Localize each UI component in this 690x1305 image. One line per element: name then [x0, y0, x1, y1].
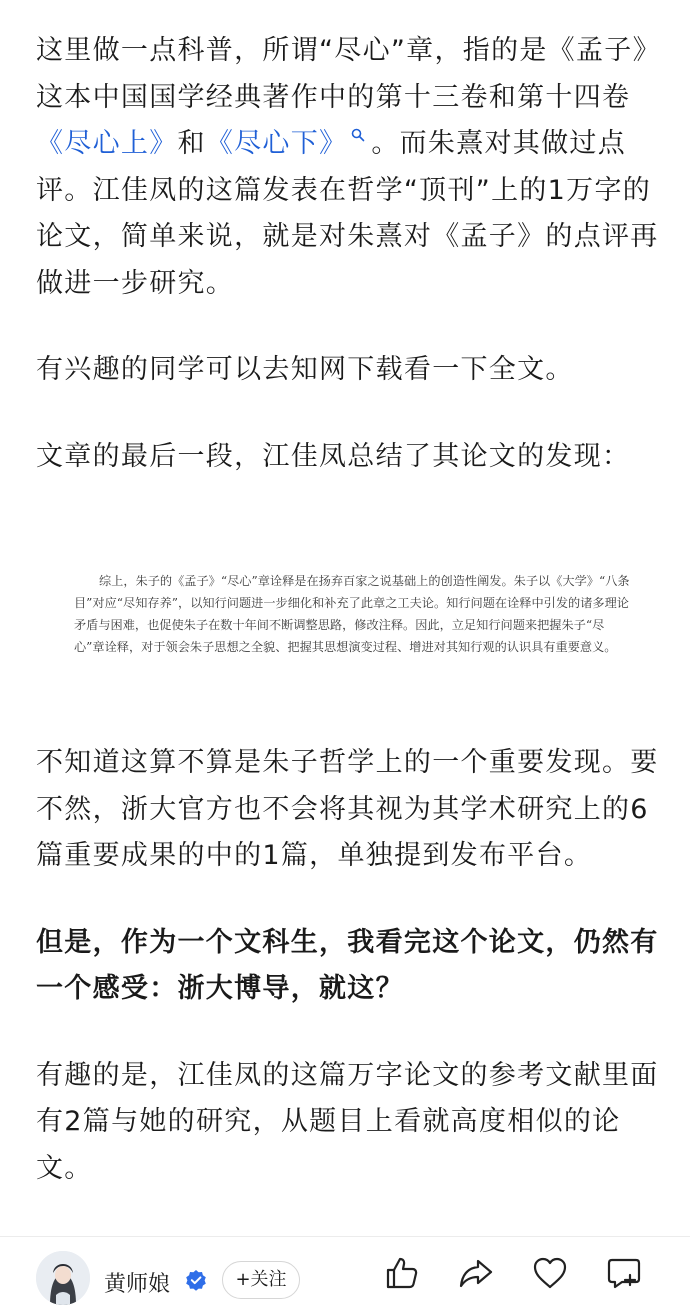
- paragraph-6: 有趣的是，江佳凤的这篇万字论文的参考文献里面有2篇与她的研究，从题目上看就高度相似的论文。: [36, 1059, 659, 1184]
- share-icon[interactable]: [458, 1255, 494, 1291]
- article-body-lower: [36, 740, 660, 1192]
- avatar-illustration: [36, 1251, 90, 1305]
- paragraph-3: 文章的最后一段，江佳凤总结了其论文的发现：: [36, 440, 631, 472]
- verified-icon: [185, 1269, 207, 1291]
- paragraph-2: 有兴趣的同学可以去知网下载看一下全文。: [36, 354, 574, 385]
- quoted-paper-image[interactable]: [74, 570, 634, 658]
- favorite-icon[interactable]: [532, 1255, 568, 1291]
- paragraph-4: 不知道这算不算是朱子哲学上的一个重要发现。要不然，浙大官方也不会将其视为其学术研究上的6篇重要成果的中的1篇，单独提到发布平台。: [36, 747, 659, 871]
- paragraph-5-bold: 但是，作为一个文科生，我看完这个论文，仍然有一个感受：浙大博导，就这？: [36, 926, 659, 1004]
- avatar[interactable]: [36, 1251, 90, 1305]
- link-jinxin-shang[interactable]: 《尽心上》: [36, 128, 178, 159]
- paragraph-1-text-a: 这里做一点科普，所谓“尽心”章，指的是《孟子》这本中国国学经典著作中的第十三卷和第十四卷: [36, 35, 648, 113]
- paragraph-1-text-b: 和: [177, 128, 206, 159]
- author-name[interactable]: 黄师娘: [104, 1272, 171, 1297]
- search-icon[interactable]: [351, 128, 365, 142]
- paragraph-1-text-c: 。而朱熹对其做过点评。江佳凤的这篇发表在哲学“顶刊”上的1万字的论文，简单来说，就是对朱熹对《孟子》的点评再做进一步研究。: [36, 128, 659, 299]
- like-icon[interactable]: [384, 1255, 420, 1291]
- follow-button[interactable]: +关注: [222, 1261, 300, 1299]
- comment-icon[interactable]: [606, 1255, 642, 1291]
- paragraph-1: [36, 28, 660, 307]
- bottom-action-bar: [0, 1236, 690, 1300]
- quoted-paper-text: 综上，朱子的《孟子》“尽心”章诠释是在扬弃百家之说基础上的创造性阐发。朱子以《大学》“八条目”对应“尽知存养”，以知行问题进一步细化和补充了此章之工夫论。知行问题在诠释中引发的诸多理论矛盾与困难，也促使朱子在数十年间不断调整思路，修改注释。因此，立足知行问题来把握朱子“尽心”章诠释，对于领会朱子思想之全貌、把握其思想演变过程、增进对其知行观的认识具有重要意义。: [74, 574, 630, 654]
- article-body: [36, 28, 660, 480]
- link-jinxin-xia[interactable]: 《尽心下》: [205, 128, 348, 159]
